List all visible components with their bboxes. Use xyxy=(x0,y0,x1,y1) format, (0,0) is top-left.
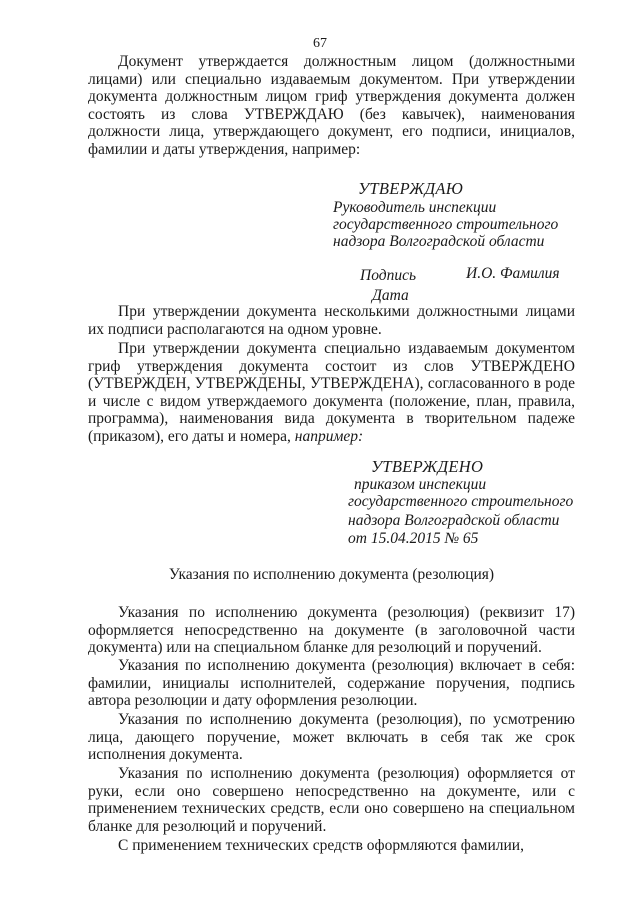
stamp2-line1: приказом инспекции xyxy=(354,476,487,493)
paragraph-technical-means: С применением технических средств оформляются фамилии, xyxy=(118,837,524,854)
stamp2-line2: государственного строительного xyxy=(348,493,574,510)
paragraph-approval-by-official: Документ утверждается должностным лицом (должностными лицами) или специально издаваемым документом. При утверждении документа должностным лицом гриф утверждения документа должен состоять из слова УТВЕРЖДАЮ (без кавычек), наименования должности лица, утверждающего документ, его подписи, инициалов, фамилии и даты утверждения, например: xyxy=(88,53,575,158)
page-number: 67 xyxy=(313,36,327,51)
stamp1-title: УТВЕРЖДАЮ xyxy=(358,179,464,198)
stamp2-title: УТВЕРЖДЕНО xyxy=(371,457,484,476)
section-heading: Указания по исполнению документа (резолюция) xyxy=(168,566,495,583)
paragraph-resolution-placement: Указания по исполнению документа (резолюция) (реквизит 17) оформляется непосредственно на документе (в заголовочной части документа) или на специальном бланке для резолюций и поручений. xyxy=(88,604,575,657)
paragraph-multiple-officials: При утверждении документа несколькими должностными лицами их подписи располагаются на одном уровне. xyxy=(88,303,575,338)
paragraph-resolution-content: Указания по исполнению документа (резолюция) включает в себя: фамилии, инициалы исполнителей, содержание поручения, подпись автора резолюции и дату оформления резолюции. xyxy=(88,657,575,710)
stamp1-position-line1: Руководитель инспекции xyxy=(333,199,497,216)
stamp1-position-line2: государственного строительного xyxy=(333,216,559,233)
stamp1-name: И.О. Фамилия xyxy=(466,265,560,282)
paragraph-resolution-deadline: Указания по исполнению документа (резолюция), по усмотрению лица, дающего поручение, может включать в себя так же срок исполнения документа. xyxy=(88,711,575,764)
paragraph-approval-by-document xyxy=(88,340,575,446)
stamp1-position-line3: надзора Волгоградской области xyxy=(333,233,545,250)
paragraph-approval-by-document-text: При утверждении документа специально издаваемым документом гриф утверждения документа состоит из слов УТВЕРЖДЕНО (УТВЕРЖДЕН, УТВЕРЖДЕНЫ, УТВЕРЖДЕНА), согласованного в роде и числе с видом утверждаемого документа (положение, план, правила, программа), наименования вида документа в творительном падеже (приказом), его даты и номера, xyxy=(88,340,575,445)
stamp1-date: Дата xyxy=(372,287,409,304)
stamp1-signature: Подпись xyxy=(360,267,417,284)
stamp2-line3: надзора Волгоградской области xyxy=(348,512,560,529)
stamp2-line4: от 15.04.2015 № 65 xyxy=(348,530,479,547)
paragraph-resolution-form: Указания по исполнению документа (резолюция) оформляется от руки, если оно совершено непосредственно на документе, или с применением технических средств, если оно совершено на специальном бланке для резолюций и поручений. xyxy=(88,765,575,835)
paragraph-example-word: например: xyxy=(294,427,364,445)
